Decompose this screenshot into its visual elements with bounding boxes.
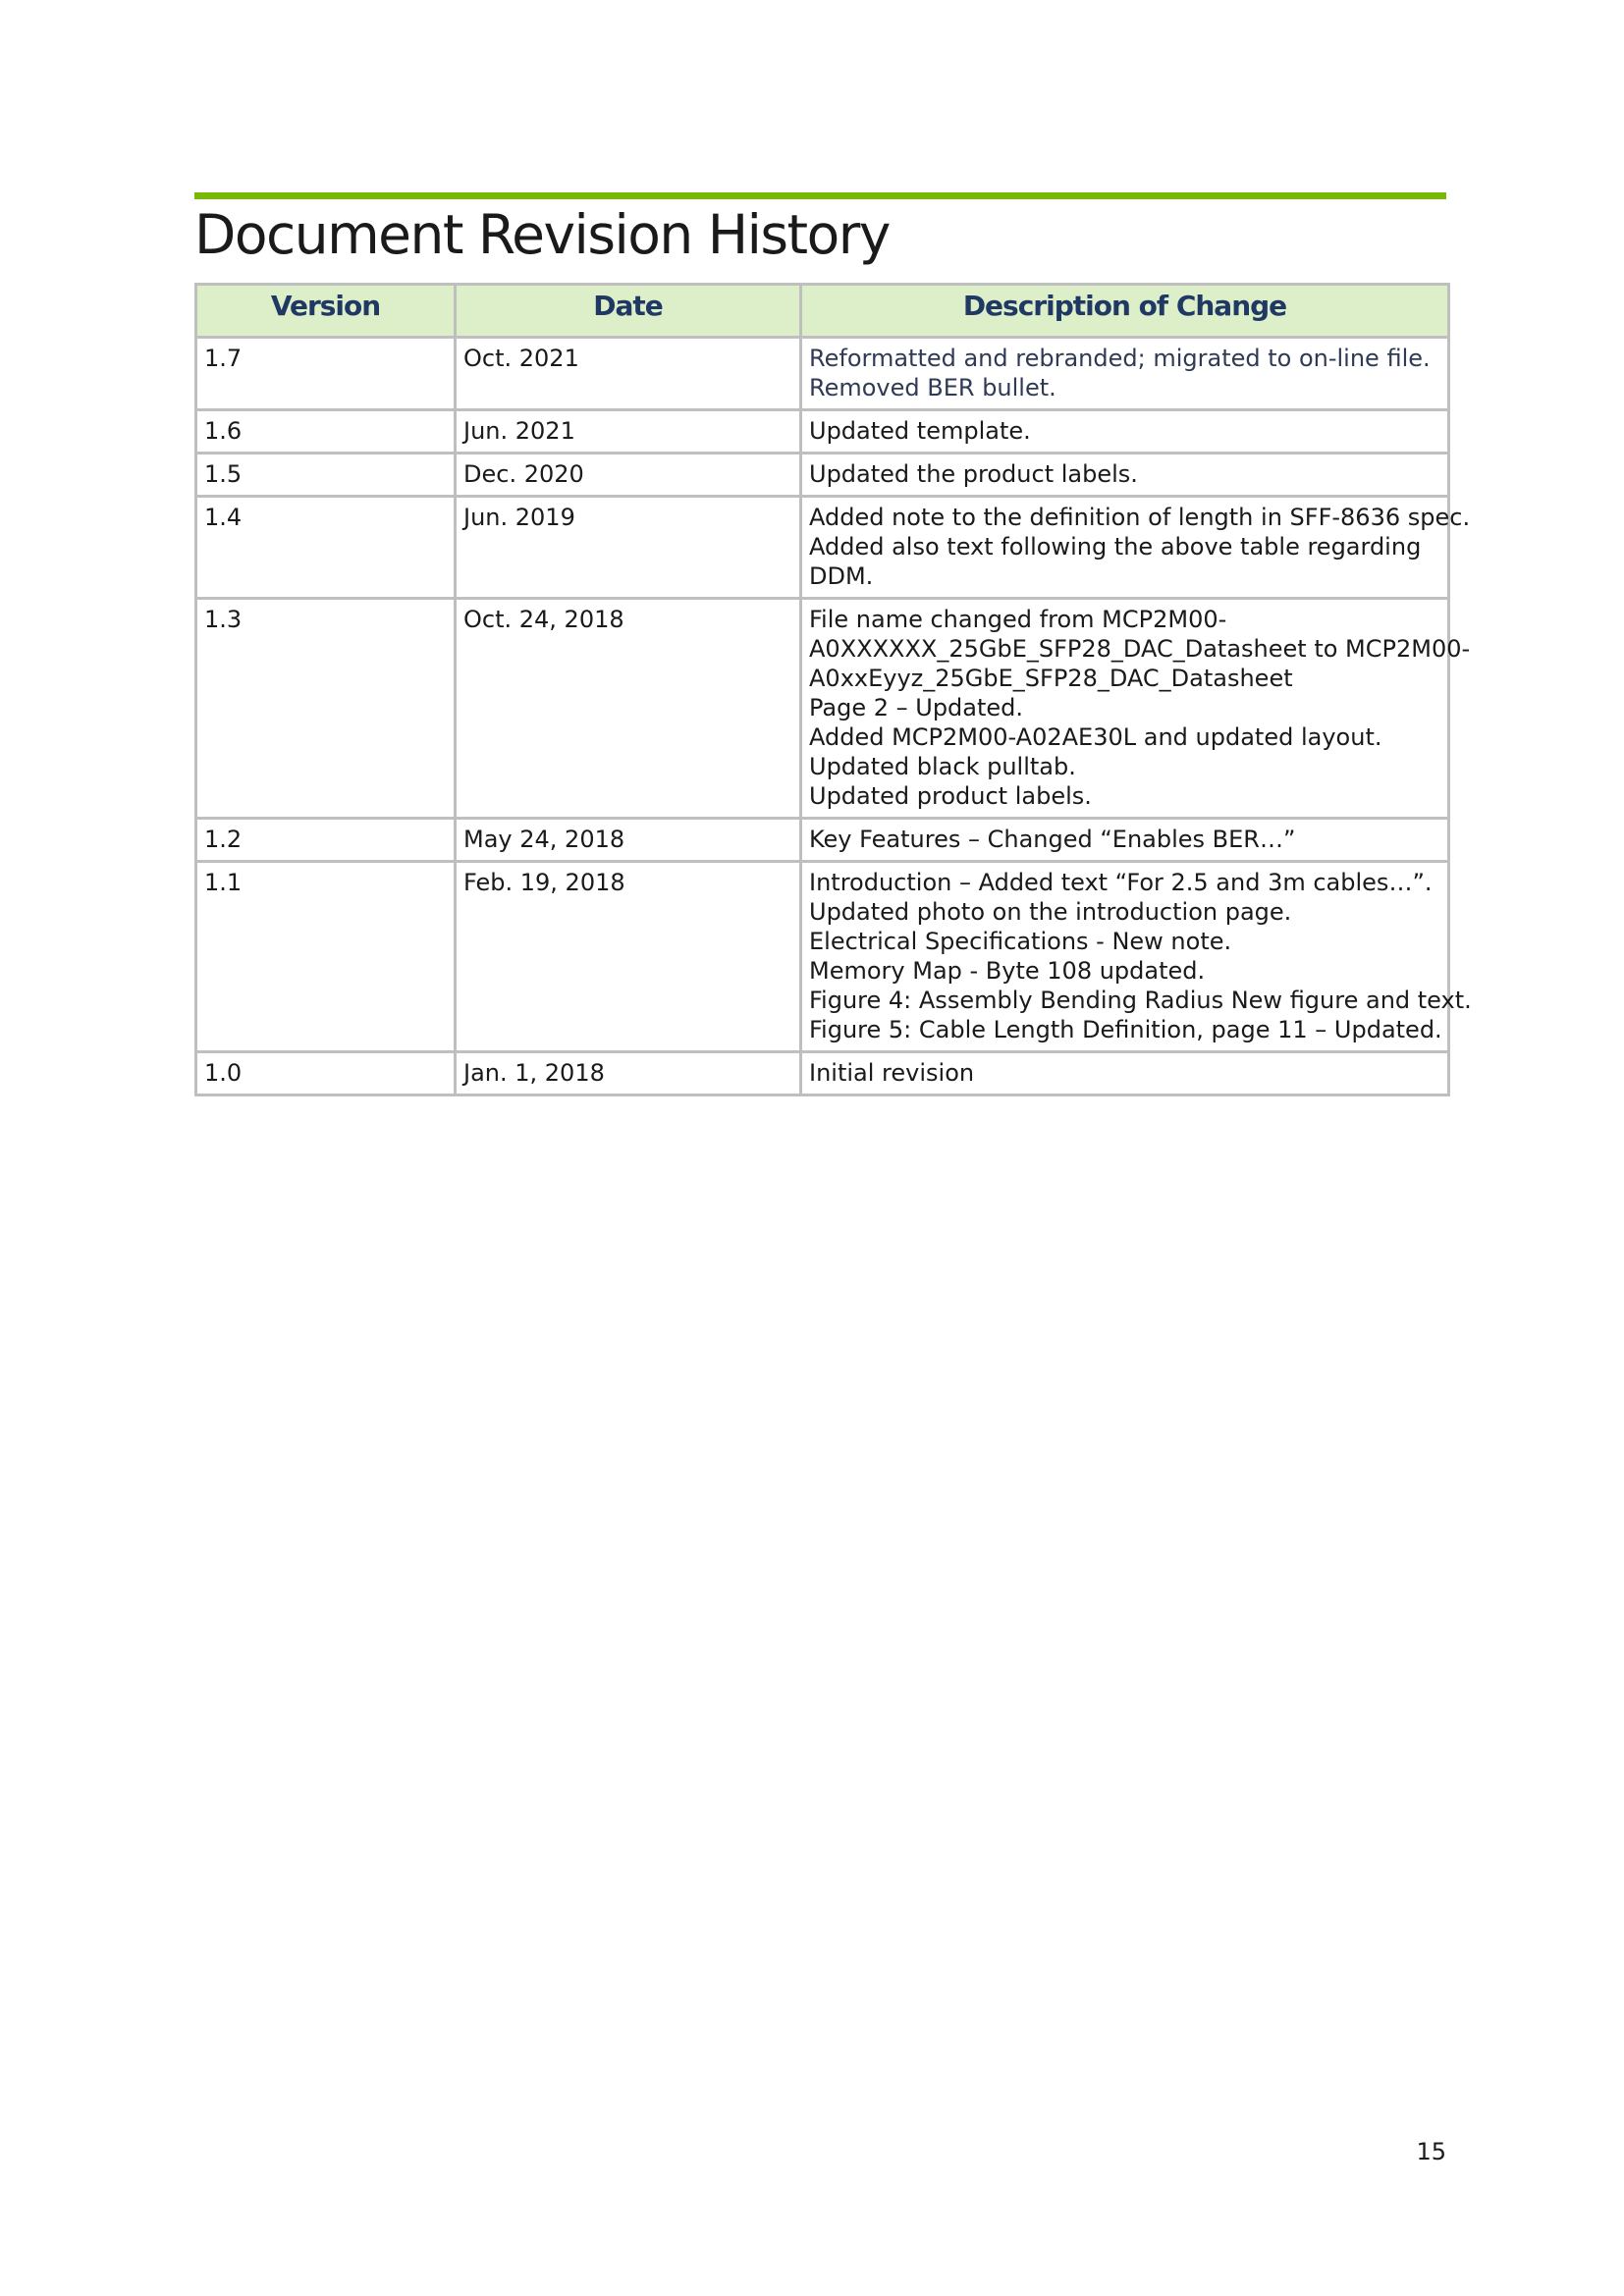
description-line: A0XXXXXX_25GbE_SFP28_DAC_Datasheet to MCP2M00- <box>809 635 1471 663</box>
table-body <box>196 338 1472 1095</box>
version-cell: 1.3 <box>196 599 456 819</box>
date-cell: Oct. 24, 2018 <box>456 599 801 819</box>
description-line: Updated template. <box>809 417 1031 445</box>
column-header-description: Description of Change <box>801 285 1449 338</box>
date-cell: Dec. 2020 <box>456 454 801 497</box>
description-line: Figure 5: Cable Length Definition, page 11 – Updated. <box>809 1016 1442 1043</box>
date-cell: Oct. 2021 <box>456 338 801 410</box>
description-line: File name changed from MCP2M00- <box>809 606 1227 633</box>
description-cell <box>801 1052 1449 1095</box>
column-header-date: Date <box>456 285 801 338</box>
version-cell: 1.0 <box>196 1052 456 1095</box>
description-cell <box>801 599 1471 819</box>
description-cell <box>801 410 1449 454</box>
description-line: Updated photo on the introduction page. <box>809 898 1292 926</box>
description-line: Added note to the definition of length in SFF-8636 spec. <box>809 504 1471 531</box>
description-line: Removed BER bullet. <box>809 374 1056 401</box>
description-line: Initial revision <box>809 1059 975 1087</box>
table-header-row <box>196 285 1449 338</box>
title-accent-rule <box>194 192 1446 199</box>
date-cell: Jun. 2021 <box>456 410 801 454</box>
table-row <box>196 497 1449 599</box>
version-cell: 1.5 <box>196 454 456 497</box>
table-row <box>196 454 1449 497</box>
page-number: 15 <box>1416 2138 1446 2165</box>
description-line: Introduction – Added text “For 2.5 and 3m cables…”. <box>809 869 1433 896</box>
description-line: Updated product labels. <box>809 782 1092 810</box>
table-row <box>196 410 1449 454</box>
description-cell <box>801 862 1472 1052</box>
description-cell <box>801 819 1449 862</box>
description-cell <box>801 338 1449 410</box>
table-row <box>196 1052 1449 1095</box>
version-cell: 1.4 <box>196 497 456 599</box>
column-header-version: Version <box>196 285 456 338</box>
version-cell: 1.2 <box>196 819 456 862</box>
description-line: Updated the product labels. <box>809 460 1138 488</box>
version-cell: 1.6 <box>196 410 456 454</box>
description-line: Key Features – Changed “Enables BER…” <box>809 826 1296 853</box>
version-cell: 1.1 <box>196 862 456 1052</box>
version-cell: 1.7 <box>196 338 456 410</box>
table-row <box>196 338 1449 410</box>
description-line: Added also text following the above table regarding <box>809 533 1422 561</box>
description-line: Memory Map - Byte 108 updated. <box>809 957 1206 985</box>
description-line: Page 2 – Updated. <box>809 694 1024 721</box>
description-line: Figure 4: Assembly Bending Radius New figure and text. <box>809 987 1472 1014</box>
description-line: A0xxEyyz_25GbE_SFP28_DAC_Datasheet <box>809 665 1293 692</box>
table-row <box>196 819 1449 862</box>
description-cell <box>801 497 1471 599</box>
description-line: Reformatted and rebranded; migrated to on-line file. <box>809 345 1431 372</box>
date-cell: May 24, 2018 <box>456 819 801 862</box>
date-cell: Jan. 1, 2018 <box>456 1052 801 1095</box>
description-line: DDM. <box>809 562 874 590</box>
table-row <box>196 862 1449 1052</box>
date-cell: Jun. 2019 <box>456 497 801 599</box>
description-cell <box>801 454 1449 497</box>
table-row <box>196 599 1449 819</box>
page-title: Document Revision History <box>194 203 890 266</box>
description-line: Added MCP2M00-A02AE30L and updated layout. <box>809 723 1382 751</box>
description-line: Electrical Specifications - New note. <box>809 928 1232 955</box>
date-cell: Feb. 19, 2018 <box>456 862 801 1052</box>
revision-history-table <box>194 283 1472 1096</box>
description-line: Updated black pulltab. <box>809 753 1076 780</box>
